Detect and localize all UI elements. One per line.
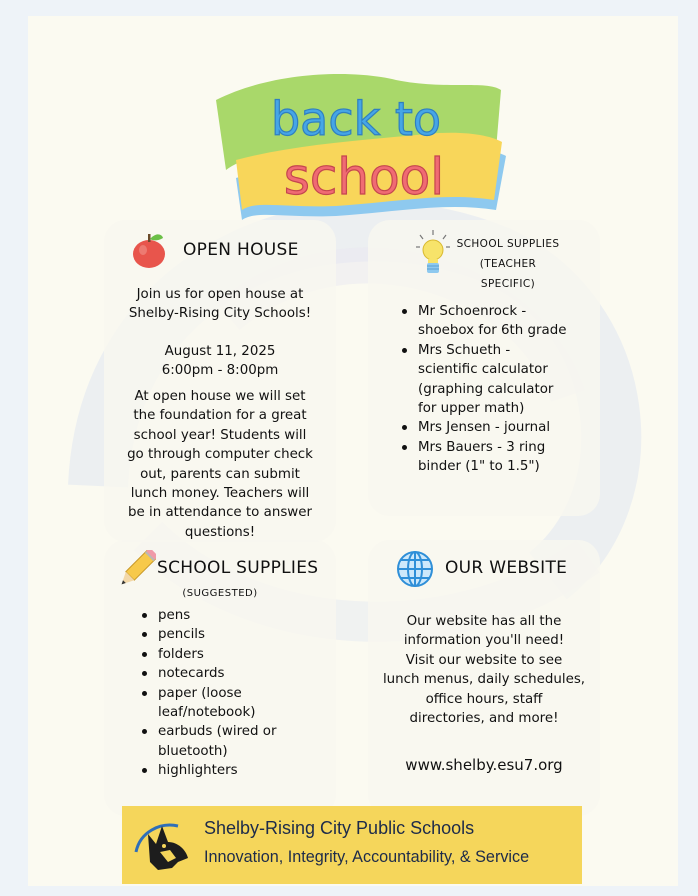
open-house-details [104, 387, 336, 542]
list-item-line: pencils [158, 627, 206, 643]
list-item-line: Mr Schoenrock - [418, 304, 527, 319]
list-item-line: Mrs Schueth - [418, 342, 511, 358]
lightbulb-icon [414, 228, 452, 280]
open-house-detail-line: go through computer check [127, 447, 313, 463]
list-item [140, 722, 330, 761]
open-house-when [104, 342, 336, 381]
open-house-detail-line: be in attendance to answer [127, 505, 312, 521]
teacher-supplies-title-line: SPECIFIC) [480, 278, 536, 290]
list-item-line: binder (1" to 1.5") [418, 459, 540, 475]
list-item [140, 645, 330, 664]
open-house-detail-line: questions! [184, 524, 256, 540]
supplies-list [140, 606, 330, 781]
open-house-date: August 11, 2025 [164, 344, 276, 359]
website-body-line: lunch menus, daily schedules, [382, 672, 586, 688]
flyer-page [28, 16, 678, 886]
website-body-line: directories, and more! [409, 711, 559, 727]
list-item [140, 684, 330, 723]
open-house-detail-line: out, parents can submit [140, 466, 300, 482]
footer-school-name: Shelby-Rising City Public Schools [204, 818, 475, 838]
teacher-supplies-title [456, 234, 560, 294]
website-title: OUR WEBSITE [445, 558, 568, 578]
globe-icon [396, 550, 434, 588]
list-item [400, 418, 596, 437]
list-item-line: pens [158, 608, 191, 623]
list-item-line: earbuds (wired or [158, 724, 277, 740]
open-house-intro-line: Join us for open house at [136, 287, 304, 302]
list-item-line: highlighters [158, 763, 238, 779]
list-item-line: scientific calculator [418, 362, 548, 378]
open-house-title: OPEN HOUSE [183, 240, 299, 260]
website-link[interactable]: www.shelby.esu7.org [405, 756, 563, 774]
list-item [140, 625, 330, 644]
list-item [400, 302, 596, 341]
website-body-line: Our website has all the [406, 614, 562, 629]
website-body-line: Visit our website to see [405, 652, 563, 668]
open-house-time: 6:00pm - 8:00pm [161, 363, 279, 379]
list-item [400, 341, 596, 419]
banner-line-2: school [283, 148, 445, 206]
supplies-title: SCHOOL SUPPLIES [157, 558, 319, 578]
website-body-line: office hours, staff [425, 691, 543, 707]
list-item-line: folders [158, 646, 204, 662]
list-item-line: Mrs Bauers - 3 ring [418, 439, 546, 455]
open-house-detail-line: school year! Students will [133, 427, 307, 443]
teacher-supplies-list [400, 302, 596, 477]
list-item-line: (graphing calculator [418, 381, 554, 397]
open-house-detail-line: lunch money. Teachers will [130, 486, 310, 502]
footer-banner [122, 806, 582, 884]
footer-motto: Innovation, Integrity, Accountability, & Service [204, 848, 530, 866]
website-body-line: information you'll need! [403, 633, 565, 649]
open-house-detail-line: At open house we will set [134, 389, 306, 404]
banner-line-1: back to [270, 92, 442, 146]
husky-logo [130, 812, 196, 878]
list-item [140, 606, 330, 625]
list-item-line: bluetooth) [158, 743, 228, 759]
website-body [368, 612, 600, 728]
list-item [140, 664, 330, 683]
teacher-supplies-title-line: SCHOOL SUPPLIES [456, 238, 560, 250]
list-item-line: Mrs Jensen - journal [418, 420, 551, 436]
list-item-line: for upper math) [418, 401, 525, 417]
pencil-icon [114, 550, 156, 592]
list-item [400, 438, 596, 477]
list-item-line: notecards [158, 666, 225, 682]
apple-icon [130, 230, 168, 270]
list-item [140, 761, 330, 780]
back-to-school-banner [196, 60, 516, 228]
teacher-supplies-title-line: (TEACHER [479, 258, 537, 270]
list-item-line: shoebox for 6th grade [418, 323, 567, 339]
open-house-intro-line: Shelby-Rising City Schools! [128, 306, 312, 322]
open-house-detail-line: the foundation for a great [133, 408, 307, 424]
list-item-line: paper (loose [158, 685, 242, 701]
open-house-intro [104, 285, 336, 324]
list-item-line: leaf/notebook) [158, 705, 256, 721]
supplies-subtitle: (SUGGESTED) [182, 588, 258, 599]
